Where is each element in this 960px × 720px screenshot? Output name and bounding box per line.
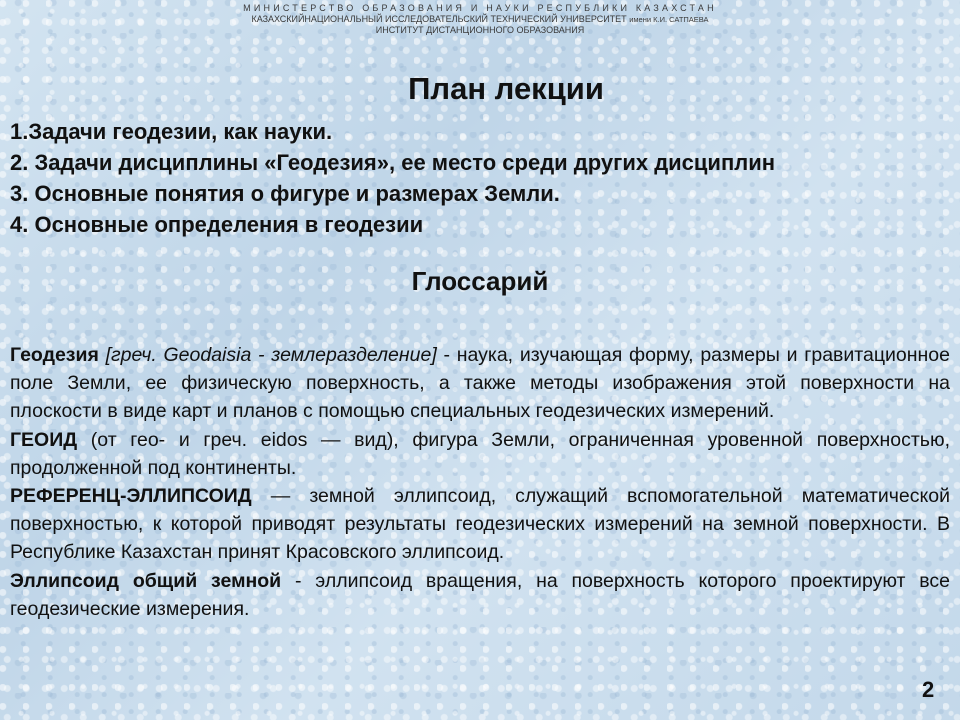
slide-header bbox=[0, 3, 960, 36]
plan-item: 4. Основные определения в геодезии bbox=[10, 212, 424, 237]
glossary-definition: - наука, изучающая форму, размеры и гравитационное поле Земли, ее физическую поверхность, а также методы изображения этой поверхности на плоскости в виде карт и планов с помощью специальных геодезических измерений. bbox=[10, 344, 950, 423]
glossary-title: Глоссарий bbox=[411, 266, 549, 296]
plan-item: 2. Задачи дисциплины «Геодезия», ее место среди других дисциплин bbox=[10, 150, 776, 175]
plan-item: 1.Задачи геодезии, как науки. bbox=[10, 119, 333, 144]
glossary-term: Геодезия bbox=[10, 344, 99, 366]
university-title: КАЗАХСКИЙНАЦИОНАЛЬНЫЙ ИССЛЕДОВАТЕЛЬСКИЙ ТЕХНИЧЕСКИЙ УНИВЕРСИТЕТ bbox=[251, 14, 627, 24]
glossary-definition: (от гео- и греч. eidos — вид), фигура Земли, ограниченная уровенной поверхностью, продолженной под континенты. bbox=[10, 428, 950, 479]
university-name: имени К.И. САТПАЕВА bbox=[629, 15, 709, 24]
glossary-entry-reference-ellipsoid bbox=[10, 482, 950, 567]
lecture-plan-list bbox=[10, 116, 958, 240]
slide-page-number: 2 bbox=[922, 677, 935, 702]
institute-line: ИНСТИТУТ ДИСТАНЦИОННОГО ОБРАЗОВАНИЯ bbox=[375, 25, 585, 35]
glossary-entry-geodesy bbox=[10, 341, 950, 426]
glossary-definition: - эллипсоид вращения, на поверхность которого проектируют все геодезические измерения. bbox=[10, 569, 950, 620]
glossary-term: Эллипсоид общий земной bbox=[10, 569, 282, 592]
lecture-plan-title: План лекции bbox=[408, 71, 604, 106]
glossary-body bbox=[10, 341, 950, 623]
glossary-definition: — земной эллипсоид, служащий вспомогательной математической поверхностью, к которой приводят результаты геодезических измерений на земной поверхности. В Республике Казахстан принят Красовского эллипсоид. bbox=[10, 485, 950, 564]
ministry-line: МИНИСТЕРСТВО ОБРАЗОВАНИЯ И НАУКИ РЕСПУБЛИКИ КАЗАХСТАН bbox=[243, 3, 717, 13]
glossary-entry-geoid bbox=[10, 426, 950, 482]
glossary-etymology: [греч. Geodaisia - землеразделение] bbox=[105, 344, 437, 366]
glossary-term: ГЕОИД bbox=[10, 428, 78, 451]
plan-item: 3. Основные понятия о фигуре и размерах Земли. bbox=[10, 181, 560, 206]
university-line bbox=[0, 14, 960, 25]
glossary-term: РЕФЕРЕНЦ-ЭЛЛИПСОИД bbox=[10, 485, 252, 508]
glossary-entry-common-ellipsoid bbox=[10, 567, 950, 623]
